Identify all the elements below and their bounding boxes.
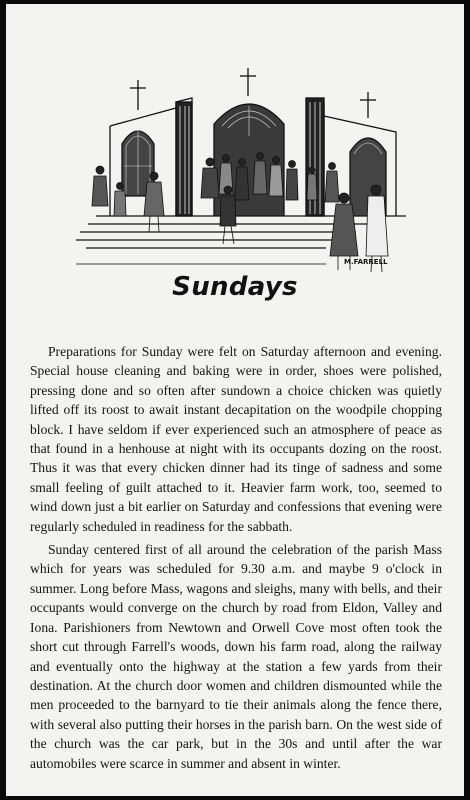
book-page [6, 4, 464, 796]
paragraph: Sunday centered first of all around the celebration of the parish Mass which for years was scheduled for 9.30 a.m. and maybe 9 o'clock in summer. Long before Mass, wagons and sleighs, many with bells, and their occupants would converge on the church by road from Eldon, Valley and Iona. Parishioners from Newtown and Orwell Cove most often took the short cut through Farrell's woods, down his farm road, along the railway and eventually onto the highway at the station a few yards from their destination. At the church door women and children dismounted while the men proceeded to the barnyard to tie their animals along the fence there, with several also putting their horses in the parish barn. On the west side of the church was the car park, but in the 30s and until after the war automobiles were scarce in summer and absent in winter. [30, 542, 442, 771]
cross-center-icon [240, 68, 256, 96]
chapter-title: Sundays [172, 272, 298, 302]
church-illustration [76, 66, 406, 286]
illustration-signature: M.FARRELL [344, 258, 388, 266]
cross-right-icon [360, 92, 376, 118]
cross-left-icon [130, 80, 146, 110]
chapter-body [30, 342, 442, 777]
paragraph: Preparations for Sunday were felt on Saturday afternoon and evening. Special house cleaning and baking were in order, shoes were polished, pressing done and so often after sundown a choice chicken was quietly lifted off its roost to await instant decapitation on the woodpile chopping block. I have seldom if ever experienced such an atmosphere of peace as that found in a henhouse at night with its occupants dozing on the roost. Thus it was that every chicken dinner had its tinge of sadness and some small feeling of guilt attached to it. Heavier farm work, too, seemed to wind down just a bit earlier on Saturday and confessions that evening were regularly scheduled in readiness for the sabbath. [30, 344, 442, 534]
